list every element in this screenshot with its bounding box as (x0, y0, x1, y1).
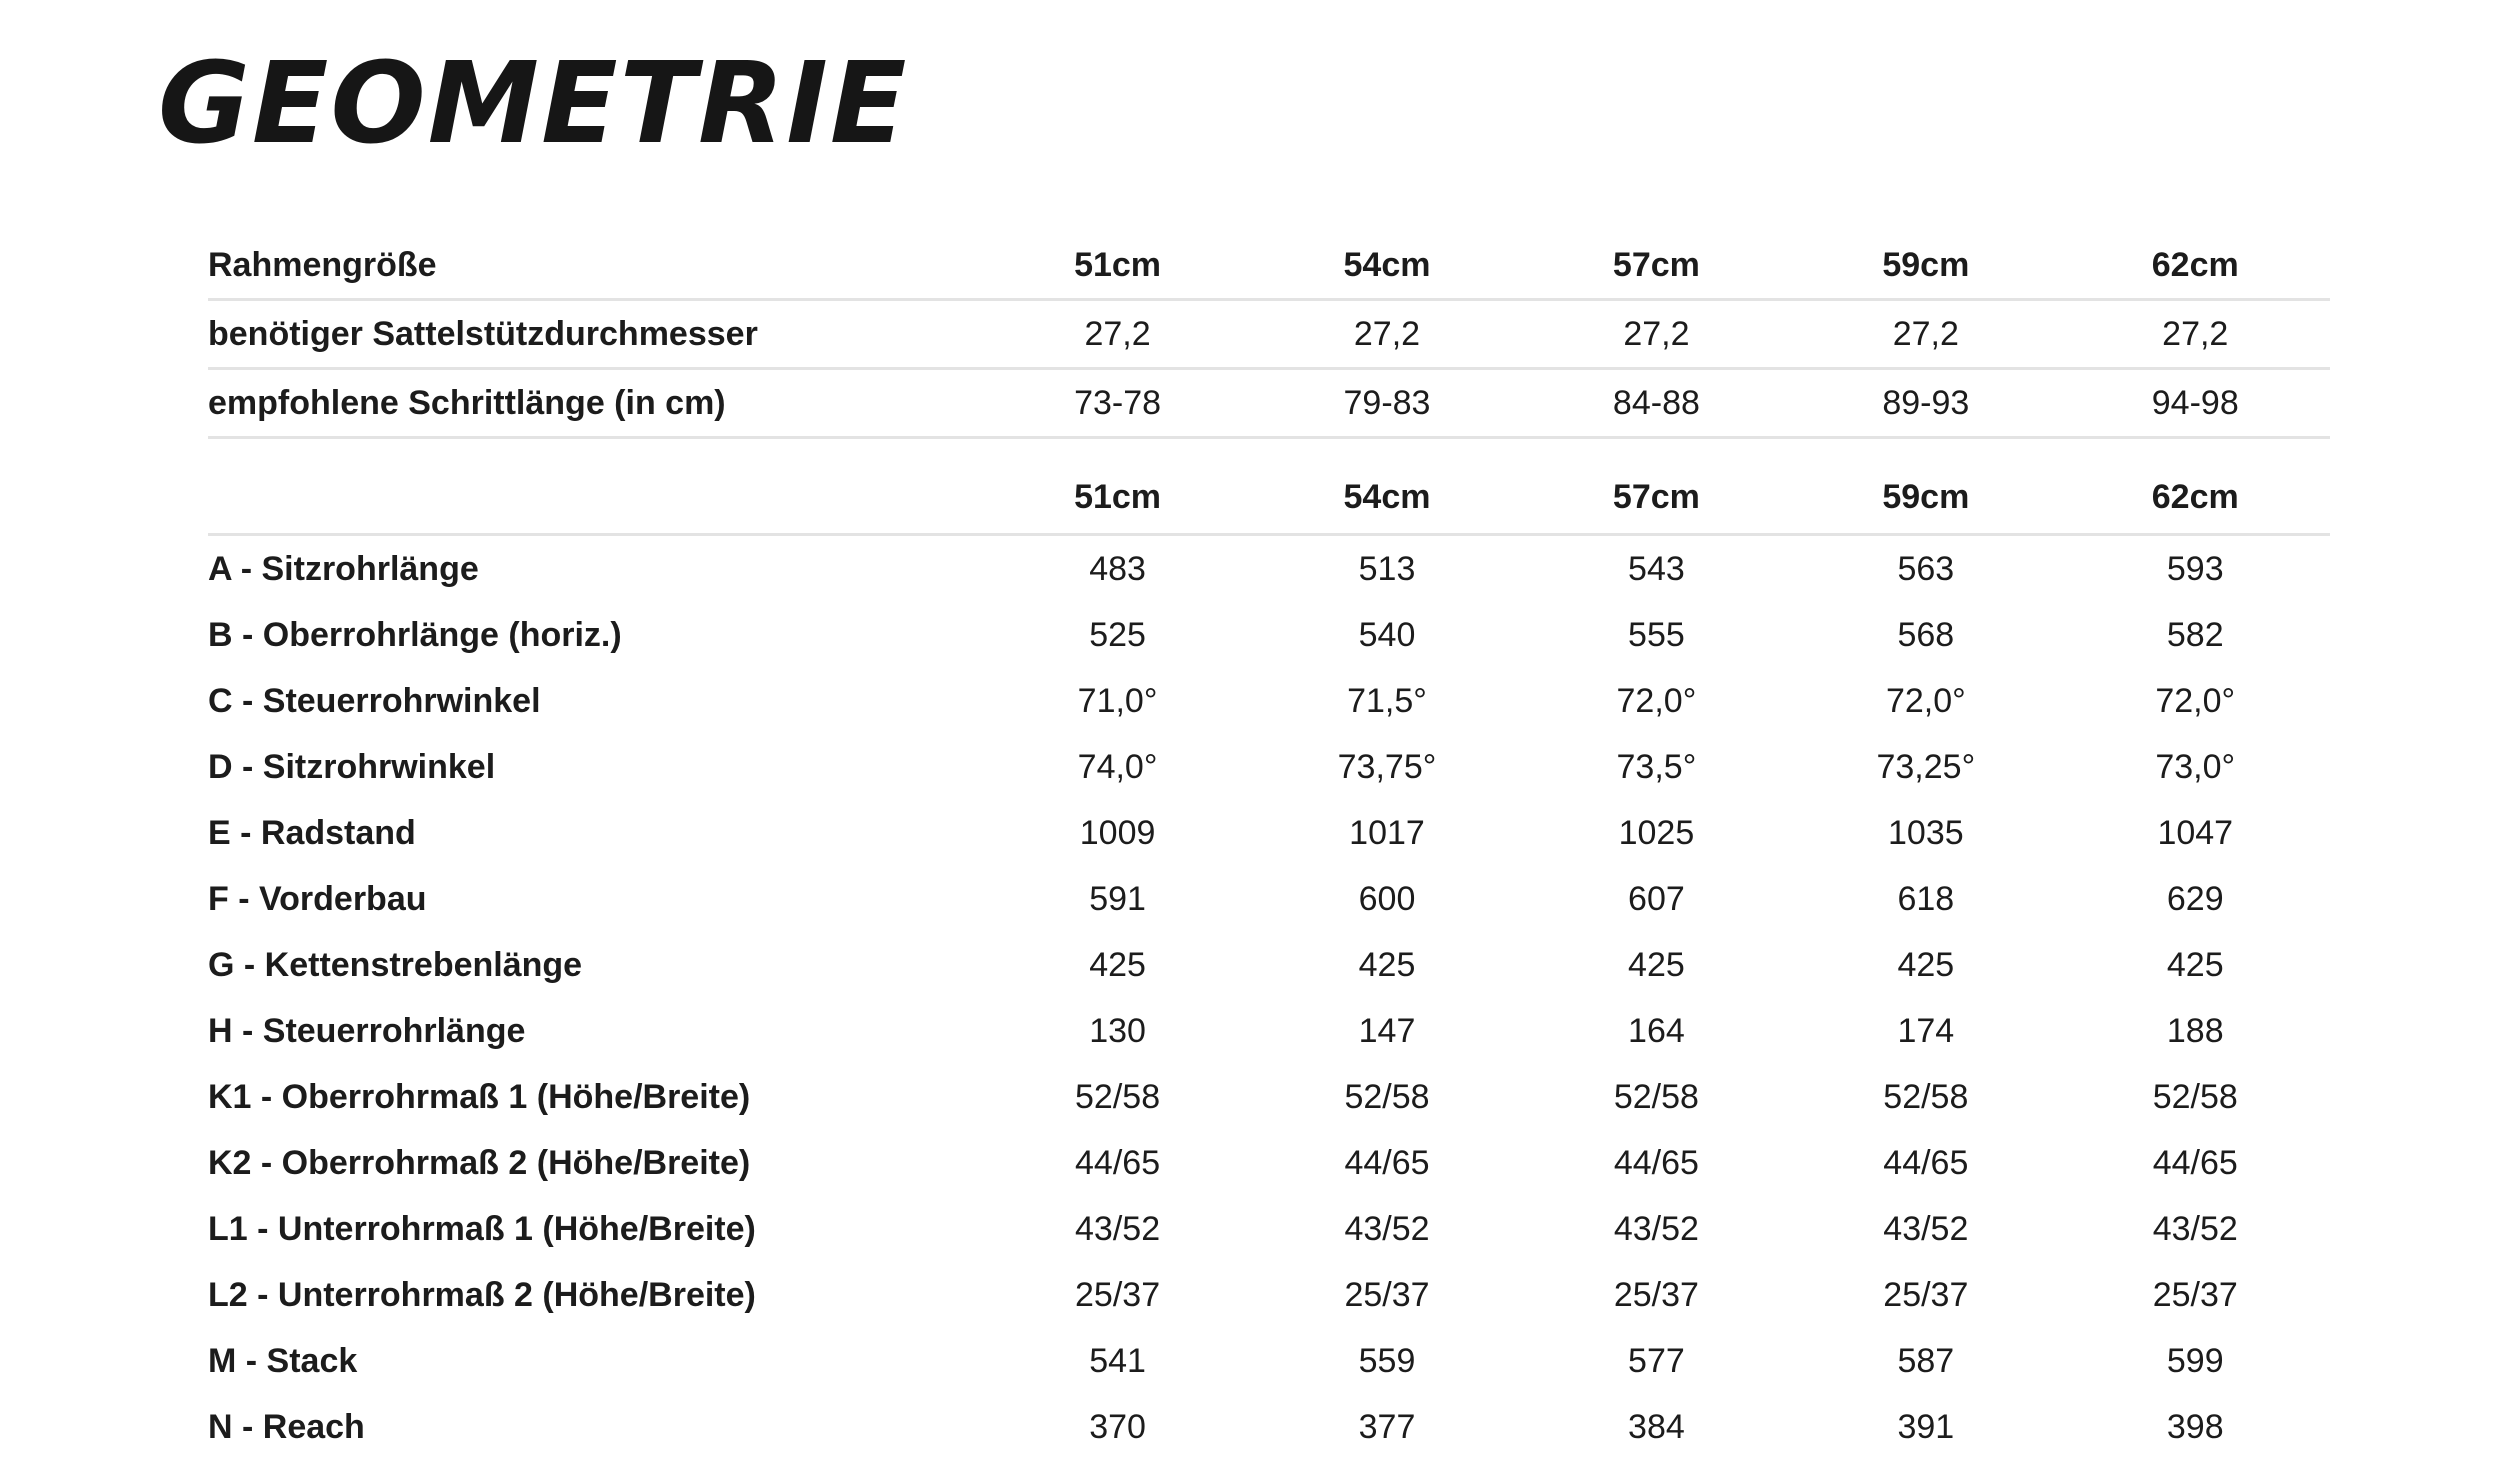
size-header-cell: 54cm (1343, 477, 1431, 516)
table-cell: 1009 (1079, 813, 1156, 852)
table-cell: 94-98 (2151, 383, 2239, 422)
row-label: N - Reach (208, 1407, 365, 1446)
table-cell: 25/37 (1613, 1275, 1699, 1314)
table-cell: 425 (1897, 945, 1955, 984)
table-cell: 398 (2166, 1407, 2224, 1446)
row-label: H - Steuerrohrlänge (208, 1011, 526, 1050)
table-header-row (208, 461, 2330, 536)
table-row (208, 536, 2330, 602)
table-cell: 71,5° (1347, 681, 1427, 720)
table-row-frame-size (208, 232, 2330, 301)
table-cell: 27,2 (1892, 314, 1959, 353)
table-cell: 52/58 (1613, 1077, 1699, 1116)
table-row (208, 1262, 2330, 1328)
table-cell: 52/58 (2152, 1077, 2238, 1116)
table-row (208, 998, 2330, 1064)
row-label: L1 - Unterrohrmaß 1 (Höhe/Breite) (208, 1209, 756, 1248)
row-label: K1 - Oberrohrmaß 1 (Höhe/Breite) (208, 1077, 751, 1116)
table-row (208, 602, 2330, 668)
table-cell: 391 (1897, 1407, 1955, 1446)
table-row (208, 1130, 2330, 1196)
table-row (208, 1328, 2330, 1394)
table-row (208, 1064, 2330, 1130)
table-cell: 541 (1089, 1341, 1146, 1380)
row-label: M - Stack (208, 1341, 358, 1380)
table-cell: 164 (1628, 1011, 1685, 1050)
row-label: A - Sitzrohrlänge (208, 549, 479, 588)
table-cell: 568 (1897, 615, 1955, 654)
table-cell: 52/58 (1883, 1077, 1969, 1116)
table-cell: 587 (1897, 1341, 1955, 1380)
table-cell: 27,2 (1084, 314, 1151, 353)
table-cell: 73,75° (1337, 747, 1437, 786)
row-label: F - Vorderbau (208, 879, 427, 918)
table-cell: 25/37 (2152, 1275, 2238, 1314)
page-title: GEOMETRIE (158, 39, 909, 169)
table-cell: 43/52 (1883, 1209, 1969, 1248)
table-cell: 27,2 (1623, 314, 1690, 353)
table-cell: 563 (1897, 549, 1955, 588)
table-cell: 555 (1628, 615, 1685, 654)
table-row (208, 668, 2330, 734)
table-cell: 425 (2166, 945, 2224, 984)
table-cell: 44/65 (2152, 1143, 2238, 1182)
table-cell: 72,0° (2155, 681, 2236, 720)
size-header-cell: 57cm (1612, 477, 1700, 516)
table-cell: 73,25° (1876, 747, 1976, 786)
table-row (208, 1196, 2330, 1262)
table-spacer (208, 439, 2330, 461)
table-row (208, 932, 2330, 998)
table-cell: 43/52 (1075, 1209, 1161, 1248)
table-cell: 43/52 (2152, 1209, 2238, 1248)
row-label: K2 - Oberrohrmaß 2 (Höhe/Breite) (208, 1143, 751, 1182)
table-cell: 591 (1089, 879, 1146, 918)
table-cell: 629 (2166, 879, 2224, 918)
row-label: G - Kettenstrebenlänge (208, 945, 583, 984)
size-header-cell: 62cm (2151, 477, 2239, 516)
table-cell: 174 (1897, 1011, 1955, 1050)
table-cell: 79-83 (1343, 383, 1431, 422)
table-cell: 130 (1089, 1011, 1146, 1050)
table-cell: 44/65 (1883, 1143, 1969, 1182)
table-cell: 559 (1358, 1341, 1416, 1380)
table-cell: 1047 (2157, 813, 2234, 852)
row-label: D - Sitzrohrwinkel (208, 747, 496, 786)
size-header-cell: 59cm (1882, 245, 1970, 284)
table-cell: 425 (1628, 945, 1685, 984)
table-cell: 72,0° (1616, 681, 1697, 720)
table-cell: 43/52 (1344, 1209, 1430, 1248)
table-cell: 1035 (1888, 813, 1964, 852)
size-header-cell: 54cm (1343, 245, 1431, 284)
table-cell: 577 (1628, 1341, 1685, 1380)
table-cell: 377 (1358, 1407, 1416, 1446)
table-cell: 618 (1897, 879, 1955, 918)
table-cell: 540 (1358, 615, 1416, 654)
table-row (208, 1394, 2330, 1460)
row-label: empfohlene Schrittlänge (in cm) (208, 383, 726, 422)
table-cell: 513 (1358, 549, 1416, 588)
table-cell: 582 (2166, 615, 2224, 654)
table-cell: 52/58 (1344, 1077, 1430, 1116)
table-cell: 84-88 (1612, 383, 1700, 422)
table-row (208, 734, 2330, 800)
table-cell: 188 (2166, 1011, 2224, 1050)
table-cell: 25/37 (1344, 1275, 1430, 1314)
table-cell: 74,0° (1077, 747, 1158, 786)
table-cell: 44/65 (1344, 1143, 1430, 1182)
table-cell: 607 (1628, 879, 1685, 918)
table-cell: 543 (1628, 549, 1685, 588)
table-cell: 1017 (1349, 813, 1425, 852)
table-row (208, 800, 2330, 866)
table-cell: 73-78 (1074, 383, 1162, 422)
size-header-cell: 51cm (1074, 477, 1162, 516)
table-cell: 27,2 (2162, 314, 2229, 353)
table-cell: 384 (1628, 1407, 1685, 1446)
table-cell: 73,5° (1616, 747, 1697, 786)
table-cell: 72,0° (1885, 681, 1966, 720)
row-label: E - Radstand (208, 813, 416, 852)
table-cell: 71,0° (1077, 681, 1158, 720)
row-label: B - Oberrohrlänge (horiz.) (208, 615, 622, 654)
table-cell: 147 (1358, 1011, 1416, 1050)
geometry-table (208, 232, 2330, 1460)
table-cell: 27,2 (1353, 314, 1421, 353)
table-cell: 44/65 (1613, 1143, 1699, 1182)
table-cell: 44/65 (1075, 1143, 1161, 1182)
table-cell: 593 (2166, 549, 2224, 588)
table-cell: 599 (2166, 1341, 2224, 1380)
table-cell: 25/37 (1075, 1275, 1161, 1314)
row-label: benötiger Sattelstützdurchmesser (208, 314, 758, 353)
table-cell: 425 (1358, 945, 1416, 984)
table-cell: 52/58 (1075, 1077, 1161, 1116)
table-cell: 370 (1089, 1407, 1146, 1446)
table-cell: 25/37 (1883, 1275, 1969, 1314)
size-header-cell: 59cm (1882, 477, 1970, 516)
size-header-cell: 62cm (2151, 245, 2239, 284)
table-cell: 425 (1089, 945, 1146, 984)
size-header-cell: 57cm (1612, 245, 1700, 284)
table-cell: 89-93 (1882, 383, 1970, 422)
table-cell: 43/52 (1613, 1209, 1699, 1248)
table-cell: 525 (1089, 615, 1146, 654)
table-cell: 73,0° (2155, 747, 2236, 786)
size-header-cell: 51cm (1074, 245, 1162, 284)
table-cell: 1025 (1618, 813, 1695, 852)
table-cell: 483 (1089, 549, 1146, 588)
table-row (208, 866, 2330, 932)
row-label: C - Steuerrohrwinkel (208, 681, 541, 720)
table-row-inseam (208, 370, 2330, 439)
table-cell: 600 (1358, 879, 1416, 918)
row-label: Rahmengröße (208, 245, 437, 284)
row-label: L2 - Unterrohrmaß 2 (Höhe/Breite) (208, 1275, 756, 1314)
table-row-seatpost-diameter (208, 301, 2330, 370)
